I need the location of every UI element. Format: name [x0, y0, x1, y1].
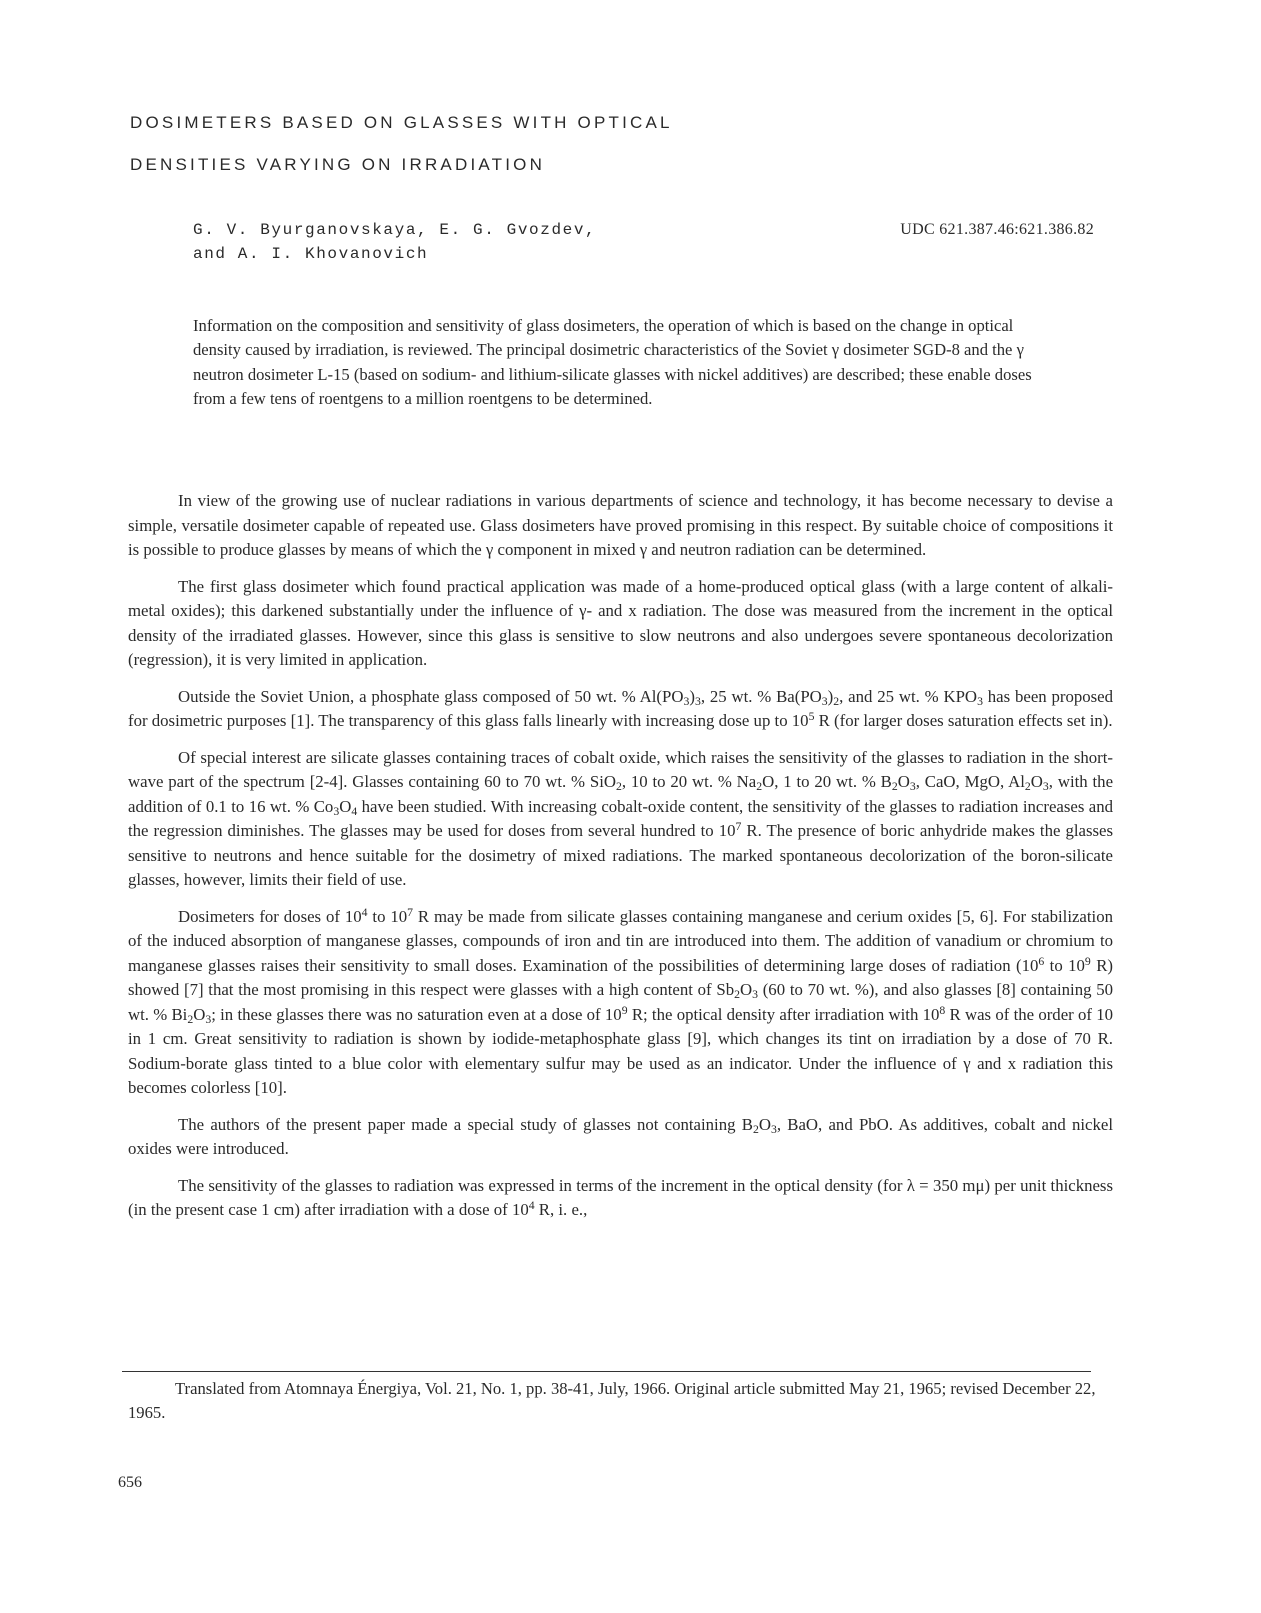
article-title-line: DENSITIES VARYING ON IRRADIATION	[130, 155, 546, 174]
author-line: G. V. Byurganovskaya, E. G. Gvozdev,	[193, 221, 597, 239]
page-number: 656	[118, 1474, 142, 1491]
article-title-line: DOSIMETERS BASED ON GLASSES WITH OPTICAL	[130, 113, 673, 132]
body-paragraph: The authors of the present paper made a special study of glasses not containing $B_2O_3$, BaO, and PbO. As additives, cobalt and nickel oxides were introduced.	[128, 1114, 1113, 1158]
body-paragraph: The sensitivity of the glasses to radiation was expressed in terms of the increment in the optical density (for λ = 350 mμ) per unit thickness (in the present case 1 cm) after irradiation with a dose of $10^4$ R, i. e.,	[128, 1175, 1113, 1219]
article-title	[130, 102, 673, 186]
footnote-text: Translated from Atomnaya Énergiya, Vol. 21, No. 1, pp. 38-41, July, 1966. Original article submitted May 21, 1965; revised December 22, 1965.	[128, 1379, 1096, 1423]
article-body	[128, 489, 1113, 1235]
udc-code: UDC 621.387.46:621.386.82	[900, 221, 1094, 238]
body-paragraph: Outside the Soviet Union, a phosphate glass composed of 50 wt. % $Al(PO_3)_3$, 25 wt. % $Ba(PO_3)_2$, and 25 wt. % $KPO_3$ has been proposed for dosimetric purposes [1]. The transparency of this glass falls linearly with increasing dose up to $10^5$ R (for larger doses saturation effects set in).	[128, 686, 1114, 730]
body-paragraph: Of special interest are silicate glasses containing traces of cobalt oxide, which raises the sensitivity of the glasses to radiation in the short-wave part of the spectrum [2-4]. Glasses containing 60 to 70 wt. % SiO$_2$, 10 to 20 wt. % $Na_2O$, 1 to 20 wt. % $B_2O_3$, CaO, MgO, $Al_2O_3$, with the addition of 0.1 to 16 wt. % $Co_3O_4$ have been studied. With increasing cobalt-oxide content, the sensitivity of the glasses to radiation increases and the regression diminishes. The glasses may be used for doses from several hundred to $10^7$ R. The presence of boric anhydride makes the glasses sensitive to neutrons and hence suitable for the dosimetry of mixed radiations. The marked spontaneous decolorization of the boron-silicate glasses, however, limits their field of use.	[128, 747, 1114, 889]
body-paragraph: In view of the growing use of nuclear radiations in various departments of science and technology, it has become necessary to devise a simple, versatile dosimeter capable of repeated use. Glass dosimeters have proved promising in this respect. By suitable choice of compositions it is possible to produce glasses by means of which the γ component in mixed γ and neutron radiation can be determined.	[128, 491, 1113, 559]
footnote-divider	[122, 1371, 1091, 1372]
body-paragraph: The first glass dosimeter which found practical application was made of a home-produced optical glass (with a large content of alkali-metal oxides); this darkened substantially under the influence of γ- and x radiation. The dose was measured from the increment in the optical density of the irradiated glasses. However, since this glass is sensitive to slow neutrons and also undergoes severe spontaneous decolorization (regression), it is very limited in application.	[128, 576, 1113, 669]
author-line: and A. I. Khovanovich	[193, 245, 429, 263]
abstract: Information on the composition and sensitivity of glass dosimeters, the operation of which is based on the change in optical density caused by irradiation, is reviewed. The principal dosimetric characteristics of the Soviet γ dosimeter SGD-8 and the γ neutron dosimeter L-15 (based on sodium- and lithium-silicate glasses with nickel additives) are described; these enable doses from a few tens of roentgens to a million roentgens to be determined.	[193, 316, 1032, 409]
footnote	[128, 1377, 1108, 1426]
author-list	[193, 218, 596, 266]
body-paragraph: Dosimeters for doses of $10^4$ to $10^7$ R may be made from silicate glasses containing manganese and cerium oxides [5, 6]. For stabilization of the induced absorption of manganese glasses, compounds of iron and tin are introduced into them. The addition of vanadium or chromium to manganese glasses raises their sensitivity to small doses. Examination of the possibilities of determining large doses of radiation ($10^6$ to $10^9$ R) showed [7] that the most promising in this respect were glasses with a high content of $Sb_2O_3$ (60 to 70 wt. %), and also glasses [8] containing 50 wt. % $Bi_2O_3$; in these glasses there was no saturation even at a dose of $10^9$ R; the optical density after irradiation with $10^8$ R was of the order of 10 in 1 cm. Great sensitivity to radiation is shown by iodide-metaphosphate glass [9], which changes its tint on irradiation by a dose of 70 R. Sodium-borate glass tinted to a blue color with elementary sulfur may be used as an indicator. Under the influence of γ and x radiation this becomes colorless [10].	[128, 905, 1114, 1097]
